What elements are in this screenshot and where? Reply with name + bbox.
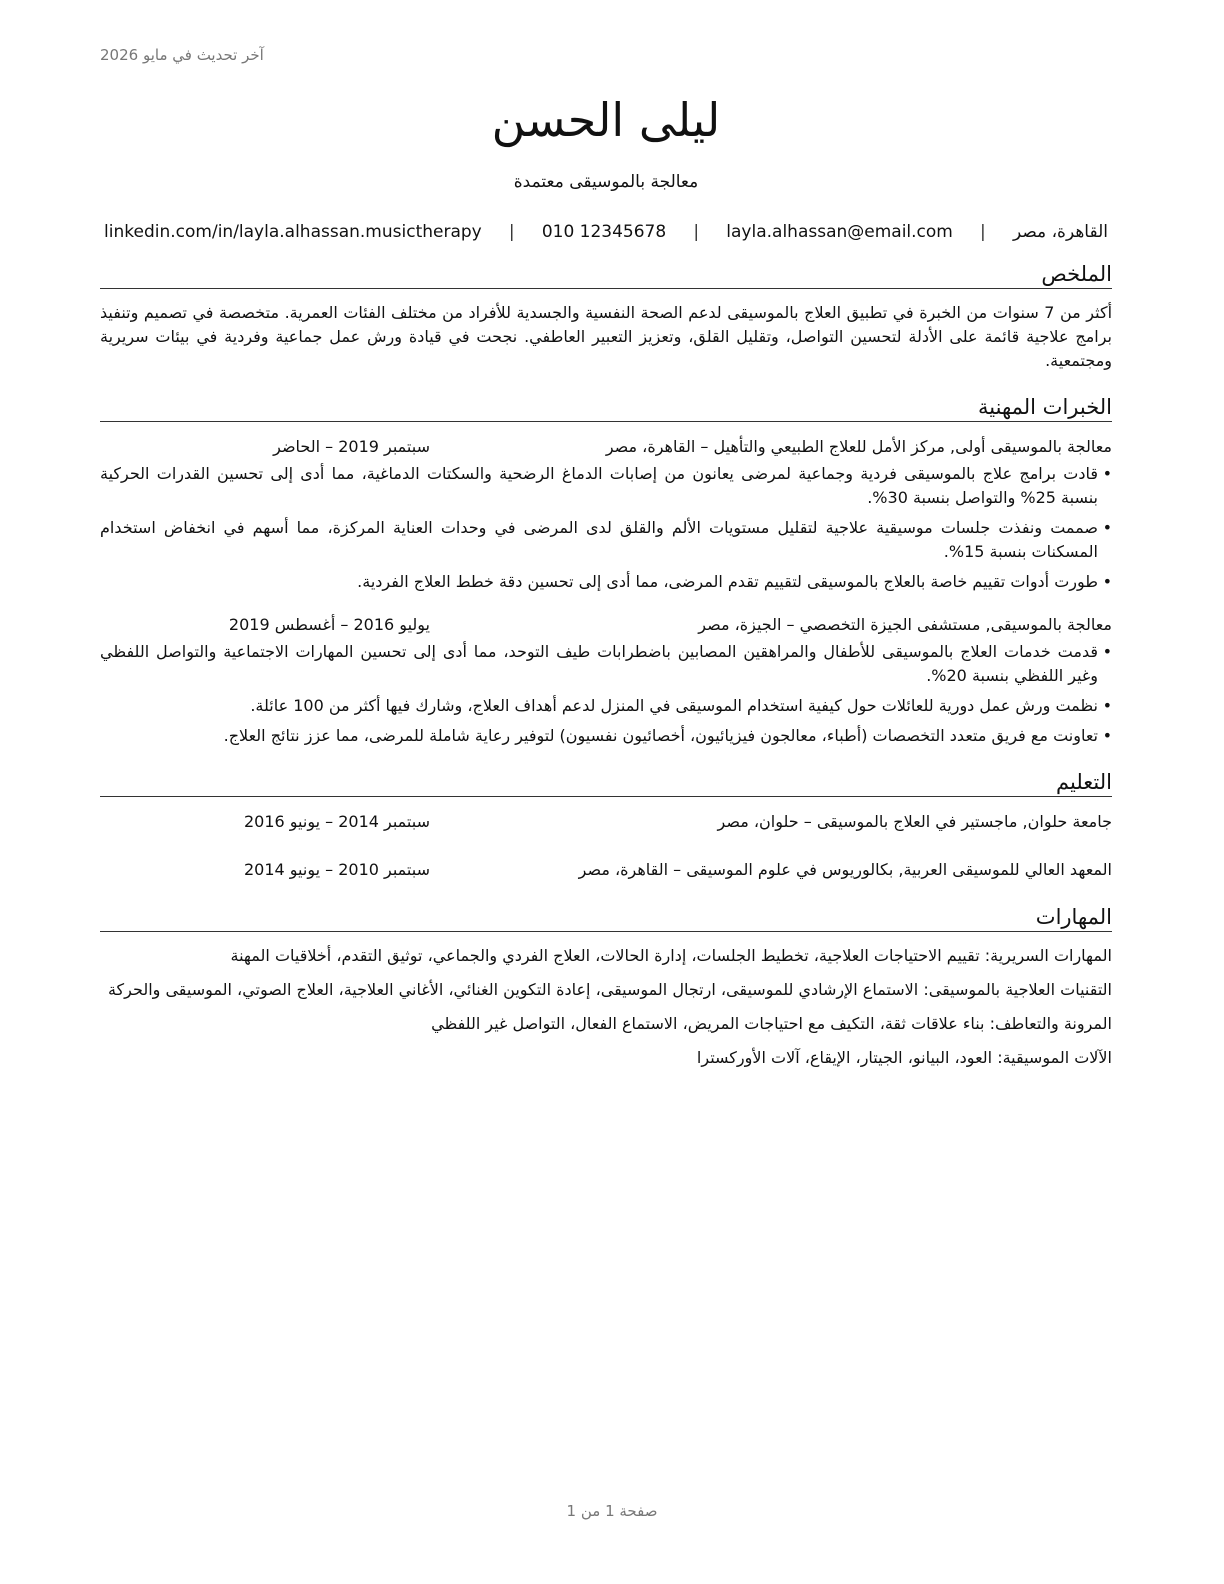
contact-location: القاهرة، مصر: [1012, 222, 1108, 242]
bullet-dot: •: [1102, 518, 1112, 537]
job-dates: سبتمبر 2019 – الحاضر: [273, 437, 430, 456]
job-bullet: [100, 694, 1112, 718]
job-bullet: [100, 516, 1112, 564]
bullet-dot: •: [1102, 464, 1112, 483]
skill-line: المهارات السريرية: تقييم الاحتياجات العلاجية، تخطيط الجلسات، إدارة الحالات، العلاج الفردي والجماعي، توثيق التقدم، أخلاقيات المهنة: [230, 946, 1112, 965]
bullet-text: طورت أدوات تقييم خاصة بالعلاج بالموسيقى لتقييم تقدم المرضى، مما أدى إلى تحسين دقة خطط العلاج الفردية.: [357, 572, 1098, 591]
bullet-text: نظمت ورش عمل دورية للعائلات حول كيفية استخدام الموسيقى في المنزل لدعم أهداف العلاج، وشارك فيها أكثر من 100 عائلة.: [250, 696, 1098, 715]
contact-linkedin[interactable]: linkedin.com/in/layla.alhassan.musictherapy: [104, 222, 482, 242]
job-title-org: معالجة بالموسيقى أولى, مركز الأمل للعلاج الطبيعي والتأهيل – القاهرة، مصر: [605, 437, 1112, 456]
contact-phone: 010 12345678: [541, 222, 667, 242]
bullet-text: قدمت خدمات العلاج بالموسيقى للأطفال والمراهقين المصابين باضطرابات طيف التوحد، مما أدى إلى تحسين المهارات الاجتماعية والتواصل اللفظي وغير اللفظي بنسبة 20%.: [100, 642, 1098, 685]
job-bullet: [100, 570, 1112, 594]
contact-separator: |: [508, 222, 515, 242]
contact-separator: |: [980, 222, 986, 242]
education-dates: سبتمبر 2010 – يونيو 2014: [243, 860, 430, 879]
education-school-degree: جامعة حلوان, ماجستير في العلاج بالموسيقى – حلوان، مصر: [717, 812, 1112, 831]
skill-line: الآلات الموسيقية: العود، البيانو، الجيتار، الإيقاع، آلات الأوركسترا: [696, 1048, 1112, 1067]
contact-line: [100, 220, 1112, 244]
skills-list: [100, 944, 1112, 1070]
bullet-dot: •: [1102, 572, 1112, 591]
bullet-text: صممت ونفذت جلسات موسيقية علاجية لتقليل مستويات الألم والقلق لدى المرضى في وحدات العناية المركزة، مما أسهم في انخفاض استخدام المسكنات بنسبة 15%.: [100, 518, 1098, 561]
job-entry: [100, 434, 1112, 594]
job-bullet: [100, 640, 1112, 688]
bullet-dot: •: [1102, 642, 1112, 661]
section-heading-skills: المهارات: [100, 903, 1112, 932]
skill-line: المرونة والتعاطف: بناء علاقات ثقة، التكيف مع احتياجات المريض، الاستماع الفعال، التواصل غير اللفظي: [431, 1014, 1112, 1033]
section-heading-summary: الملخص: [100, 260, 1112, 289]
job-title: معالجة بالموسيقى معتمدة: [513, 172, 699, 192]
job-bullet: [100, 724, 1112, 748]
job-bullet: [100, 462, 1112, 510]
education-school-degree: المعهد العالي للموسيقى العربية, بكالوريوس في علوم الموسيقى – القاهرة، مصر: [578, 860, 1112, 879]
skill-line: التقنيات العلاجية بالموسيقى: الاستماع الإرشادي للموسيقى، ارتجال الموسيقى، إعادة التكوين الغنائي، الأغاني العلاجية، العلاج الصوتي، الموسيقى والحركة: [107, 980, 1112, 999]
bullet-dot: •: [1102, 726, 1112, 745]
job-entry: [100, 612, 1112, 748]
education-entry: [100, 857, 1112, 883]
section-heading-education: التعليم: [100, 768, 1112, 797]
job-title-org: معالجة بالموسيقى, مستشفى الجيزة التخصصي – الجيزة، مصر: [698, 615, 1112, 634]
contact-separator: |: [693, 222, 700, 242]
education-entry: [100, 809, 1112, 835]
bullet-text: قادت برامج علاج بالموسيقى فردية وجماعية لمرضى يعانون من إصابات الدماغ الرضحية والسكتات الدماغية، مما أدى إلى تحسين القدرات الحركية بنسبة 25% والتواصل بنسبة 30%.: [100, 464, 1098, 507]
last-updated-note: آخر تحديث في مايو 2026: [100, 46, 264, 64]
contact-email[interactable]: layla.alhassan@email.com: [726, 222, 953, 242]
job-dates: يوليو 2016 – أغسطس 2019: [228, 615, 430, 634]
bullet-text: تعاونت مع فريق متعدد التخصصات (أطباء، معالجون فيزيائيون، أخصائيون نفسيون) لتوفير رعاية شاملة للمرضى، مما عزز نتائج العلاج.: [223, 726, 1098, 745]
summary-text: أكثر من 7 سنوات من الخبرة في تطبيق العلاج بالموسيقى لدعم الصحة النفسية والجسدية للأفراد من مختلف الفئات العمرية. متخصصة في تصميم وتنفيذ برامج علاجية قائمة على الأدلة لتحسين التواصل، وتقليل القلق، وتعزيز التعبير العاطفي. نجحت في قيادة ورش عمل جماعية وفردية في بيئات سريرية ومجتمعية.: [100, 303, 1113, 370]
bullet-dot: •: [1102, 696, 1112, 715]
candidate-name: ليلى الحسن: [491, 93, 721, 147]
resume: [100, 88, 1112, 1080]
page-number: صفحة 1 من 1: [566, 1502, 658, 1520]
education-dates: سبتمبر 2014 – يونيو 2016: [243, 812, 430, 831]
section-heading-experience: الخبرات المهنية: [100, 393, 1112, 422]
